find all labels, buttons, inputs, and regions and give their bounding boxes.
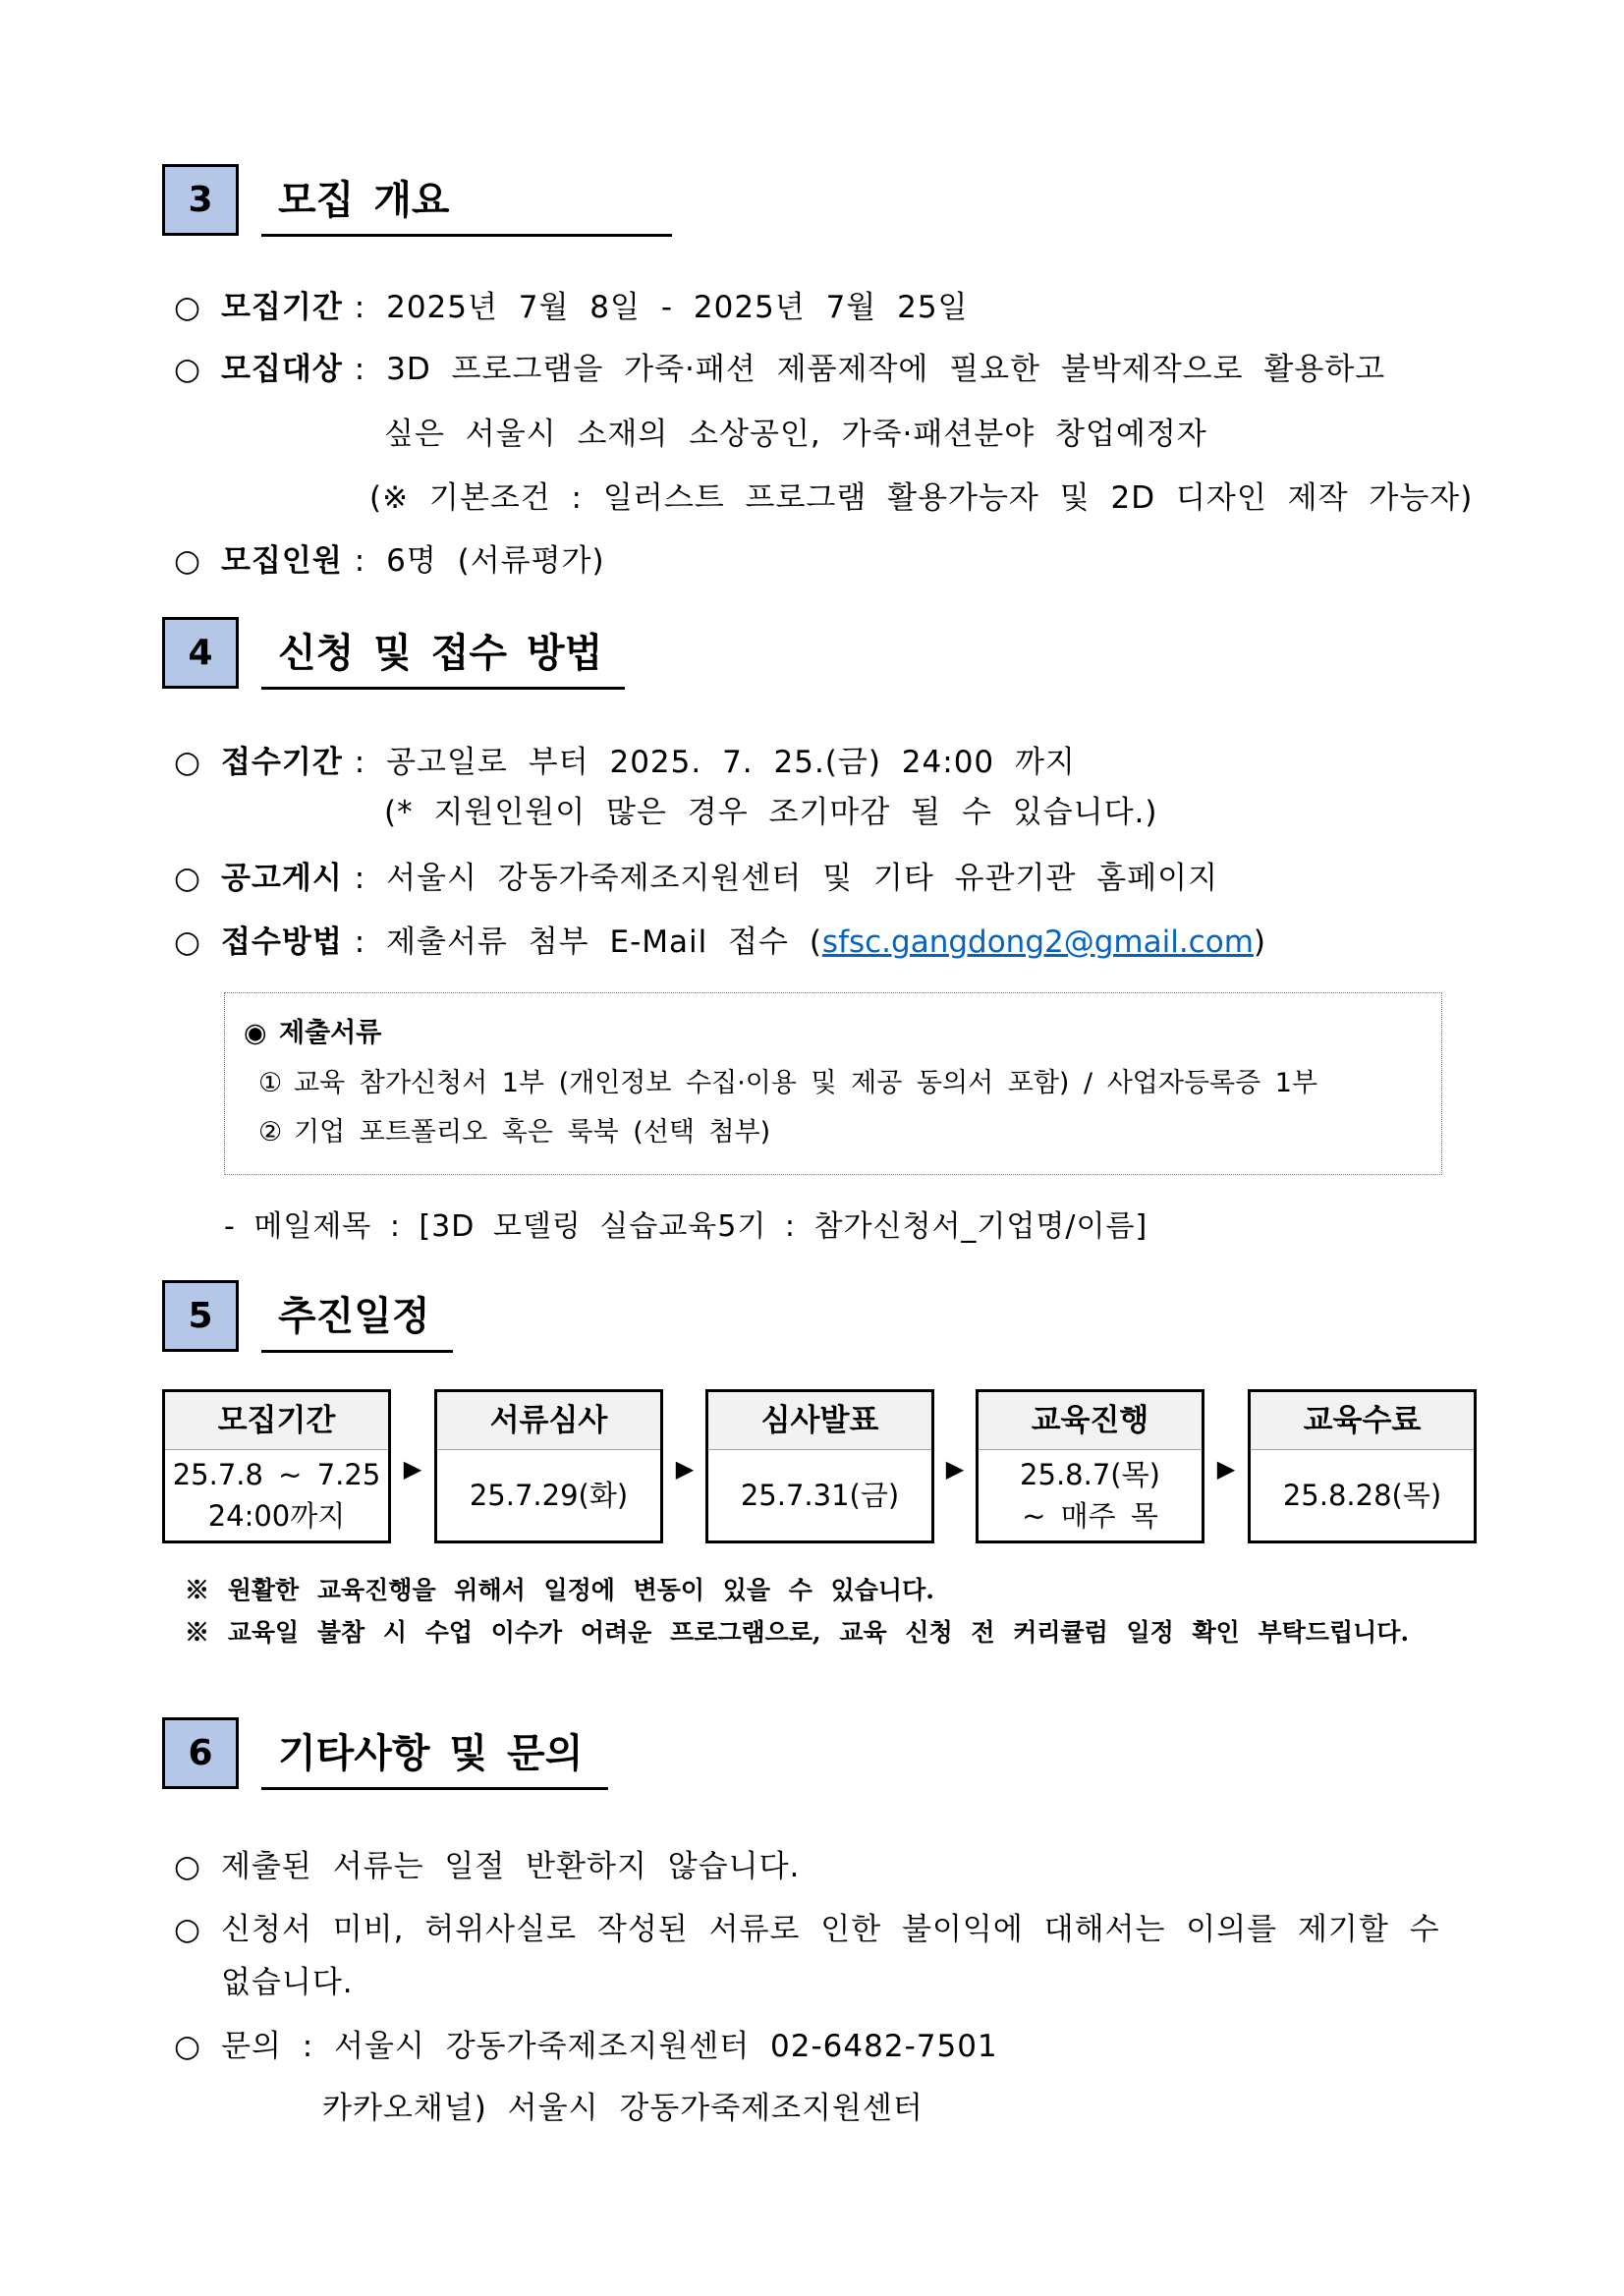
flow-arrow-icon: ▶ [945, 1455, 965, 1483]
bullet-circle-icon: ○ [174, 1849, 201, 1884]
bullet-circle-icon: ○ [174, 543, 201, 579]
schedule-step-date [437, 1450, 660, 1540]
schedule-note: ※ 원활한 교육진행을 위해서 일정에 변동이 있을 수 있습니다. [185, 1576, 934, 1604]
bullet-circle-icon: ○ [174, 745, 201, 780]
contact-phone-text: 문의 : 서울시 강동가죽제조지원센터 02-6482-7501 [221, 2029, 998, 2064]
required-documents-title-row [244, 1016, 1477, 1051]
recruit-target-value: : 3D 프로그램을 가죽·패션 제품제작에 필요한 불박제작으로 활용하고 [354, 352, 1386, 387]
schedule-step-title: 서류심사 [437, 1392, 660, 1450]
section-4-title: 신청 및 접수 방법 [278, 631, 603, 676]
required-documents-title: 제출서류 [279, 1018, 382, 1048]
notice-posting-label: 공고게시 [221, 861, 343, 896]
application-period-label: 접수기간 [221, 745, 343, 780]
schedule-step-date [1251, 1450, 1474, 1540]
recruit-period-row [174, 288, 1565, 327]
section-6-title-underline [261, 1787, 608, 1790]
recruit-target-label: 모집대상 [221, 352, 343, 387]
bullet-circle-icon: ○ [174, 2029, 201, 2064]
flow-arrow-icon: ▶ [675, 1455, 695, 1483]
circled-number-2: ② [258, 1117, 283, 1148]
section-5-number-badge: 5 [162, 1280, 239, 1352]
application-method-label: 접수방법 [221, 924, 343, 960]
schedule-step-date [165, 1450, 388, 1540]
schedule-step-completion [1248, 1389, 1477, 1543]
misc-item-no-return [174, 1847, 1565, 1886]
schedule-step-title: 교육진행 [979, 1392, 1202, 1450]
bullet-circle-icon: ○ [174, 861, 201, 896]
recruit-headcount-value: : 6명 (서류평가) [354, 543, 605, 579]
schedule-step-date-line: 25.7.31(금) [740, 1479, 900, 1512]
section-4-number-badge: 4 [162, 617, 239, 689]
section-6-title: 기타사항 및 문의 [278, 1731, 584, 1776]
misc-item-text: 제출된 서류는 일절 반환하지 않습니다. [221, 1849, 801, 1884]
circled-number-1: ① [258, 1068, 283, 1098]
schedule-step-date-line: 25.7.29(화) [469, 1479, 629, 1512]
misc-item-text-continued: 없습니다. [221, 1965, 354, 2000]
required-document-text: 교육 참가신청서 1부 (개인정보 수집·이용 및 제공 동의서 포함) / 사업자등록증 1부 [294, 1068, 1318, 1098]
schedule-step-announcement [705, 1389, 934, 1543]
schedule-step-date-line: 25.8.28(목) [1282, 1479, 1442, 1512]
schedule-step-date [708, 1450, 931, 1540]
email-link[interactable]: sfsc.gangdong2@gmail.com [821, 924, 1254, 960]
fisheye-bullet-icon: ◉ [244, 1018, 267, 1048]
notice-posting-value: : 서울시 강동가죽제조지원센터 및 기타 유관기관 홈페이지 [354, 861, 1219, 896]
schedule-step-title: 교육수료 [1251, 1392, 1474, 1450]
section-3-title: 모집 개요 [278, 178, 450, 223]
schedule-step-training [976, 1389, 1204, 1543]
schedule-step-date-line: 25.8.7(목) [1020, 1458, 1160, 1491]
section-3-title-underline [261, 234, 672, 237]
notice-posting-row [174, 859, 1565, 898]
schedule-step-date-line: ~ 매주 목 [1022, 1499, 1158, 1533]
application-method-close-paren: ) [1253, 924, 1266, 960]
schedule-step-document-review [434, 1389, 663, 1543]
recruit-period-value: : 2025년 7월 8일 - 2025년 7월 25일 [354, 290, 969, 325]
mail-subject-format: - 메일제목 : [3D 모델링 실습교육5기 : 참가신청서_기업명/이름] [224, 1209, 1148, 1244]
required-document-item [258, 1066, 1477, 1101]
bullet-circle-icon: ○ [174, 1912, 201, 1947]
misc-item-contact [174, 2027, 1565, 2066]
misc-item-disadvantage [174, 1910, 1565, 1949]
bullet-circle-icon: ○ [174, 290, 201, 325]
recruit-headcount-label: 모집인원 [221, 543, 343, 579]
schedule-note: ※ 교육일 불참 시 수업 이수가 어려운 프로그램으로, 교육 신청 전 커리큘럼 일정 확인 부탁드립니다. [185, 1618, 1410, 1647]
required-document-item [258, 1115, 1477, 1150]
application-period-value: : 공고일로 부터 2025. 7. 25.(금) 24:00 까지 [354, 745, 1076, 780]
section-3-number-badge: 3 [162, 164, 239, 236]
recruit-target-row [174, 350, 1565, 389]
flow-arrow-icon: ▶ [403, 1455, 422, 1483]
recruit-period-label: 모집기간 [221, 290, 343, 325]
contact-kakao-channel: 카카오채널) 서울시 강동가죽제조지원센터 [322, 2091, 924, 2126]
schedule-step-date-line: 24:00까지 [207, 1499, 346, 1533]
flow-arrow-icon: ▶ [1216, 1455, 1236, 1483]
schedule-step-recruitment [162, 1389, 391, 1543]
bullet-circle-icon: ○ [174, 352, 201, 387]
required-document-text: 기업 포트폴리오 혹은 룩북 (선택 첨부) [294, 1117, 771, 1148]
application-method-row [174, 923, 1565, 962]
bullet-circle-icon: ○ [174, 924, 201, 960]
recruit-headcount-row [174, 541, 1565, 581]
misc-item-text: 신청서 미비, 허위사실로 작성된 서류로 인한 불이익에 대해서는 이의를 제기할 수 [221, 1912, 1440, 1947]
schedule-step-title: 심사발표 [708, 1392, 931, 1450]
schedule-step-date-line: 25.7.8 ~ 7.25 [172, 1458, 381, 1491]
application-period-note: (* 지원인원이 많은 경우 조기마감 될 수 있습니다.) [384, 795, 1158, 830]
section-5-title-underline [261, 1350, 453, 1353]
recruit-target-value-continued: 싶은 서울시 소재의 소상공인, 가죽·패션분야 창업예정자 [384, 417, 1207, 452]
section-5-title: 추진일정 [278, 1294, 430, 1339]
schedule-step-date [979, 1450, 1202, 1540]
application-method-value: : 제출서류 첨부 E-Mail 접수 ( [354, 924, 822, 960]
schedule-step-title: 모집기간 [165, 1392, 388, 1450]
section-6-number-badge: 6 [162, 1717, 239, 1789]
application-period-row [174, 743, 1565, 782]
recruit-target-condition: (※ 기본조건 : 일러스트 프로그램 활용가능자 및 2D 디자인 제작 가능자) [369, 480, 1474, 516]
section-4-title-underline [261, 687, 625, 690]
